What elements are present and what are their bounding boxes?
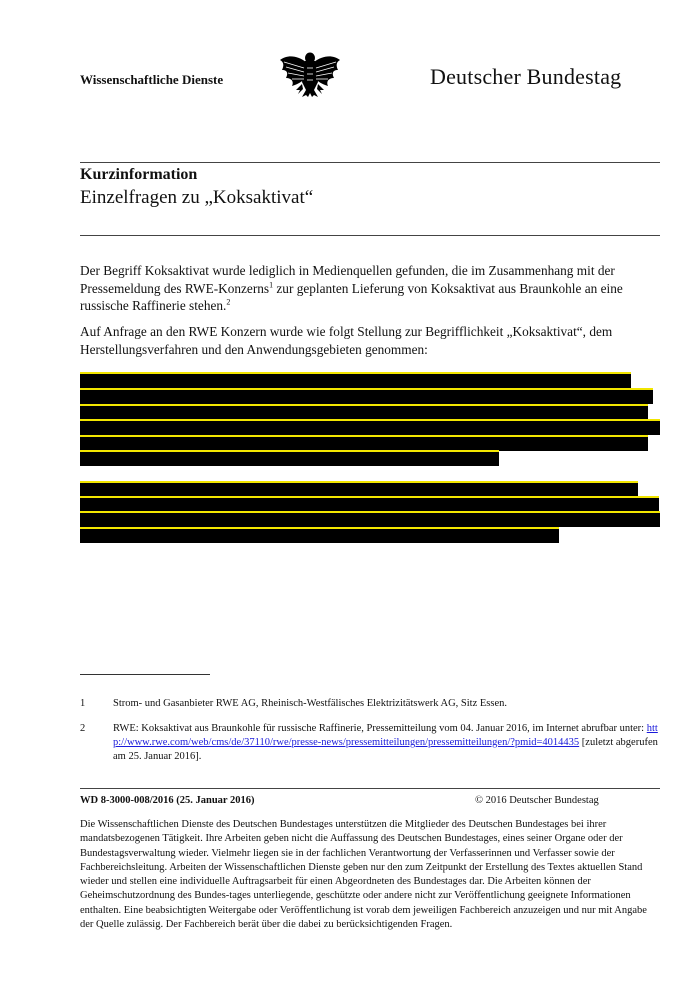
disclaimer-text: Die Wissenschaftlichen Dienste des Deutschen Bundestages unterstützen die Mitglieder des Deutschen Bundestages bei ihrer mandatsbezogenen Tätigkeit. Ihre Arbeiten geben nicht die Auffassung des Deutschen Bundestages, eines seiner Organe oder der Bundestagsverwaltung wieder. Vielmehr liegen sie in der fachlichen Verantwortung der Verfasserinnen und Verfasser sowie der Fachbereichsleitung. Arbeiten der Wissenschaftlichen Dienste geben nur den zum Zeitpunkt der Erstellung des Textes aktuellen Stand wieder und stellen eine individuelle Auftragsarbeit für einen Abgeordneten des Bundestages dar. Die Arbeiten können der Geheimschutzordnung des Bundes-tages unterliegende, geschützte oder andere nicht zur Veröffentlichung geeignete Informationen enthalten. Eine beabsichtigten Weitergabe oder Veröffentlichung ist vorab dem jeweiligen Fachbereich anzuzeigen und nur mit Angabe der Quelle zulässig. Der Fachbereich berät über die dabei zu berücksichtigenden Fragen. — [80, 819, 647, 931]
title-divider — [80, 235, 660, 236]
footnote-text-b: [zuletzt abgerufen am 25. Januar 2016]. — [113, 737, 658, 762]
paragraph-request: Auf Anfrage an den RWE Konzern wurde wie folgt Stellung zur Begrifflichkeit „Koksaktivat“, dem Herstellungsverfahren und den Anwendungsgebieten genommen: — [80, 324, 613, 357]
document-title: Einzelfragen zu „Koksaktivat“ — [80, 187, 314, 208]
intro-text-a: Der Begriff Koksaktivat wurde lediglich in Medienquellen gefunden, die im Zusammenhang mit der Pressemeldung des RWE-Konzerns — [80, 263, 615, 296]
redaction-bar — [80, 527, 559, 543]
redaction-bar — [80, 372, 631, 388]
redaction-bar — [80, 511, 660, 527]
footnote-ref-2[interactable]: 2 — [226, 297, 231, 307]
federal-eagle-icon — [278, 48, 342, 98]
footnote-ref-1[interactable]: 1 — [269, 280, 274, 290]
footnote-2 — [80, 722, 670, 766]
document-id: WD 8-3000-008/2016 (25. Januar 2016) — [80, 795, 255, 806]
footnote-divider — [80, 674, 210, 675]
department-label: Wissenschaftliche Dienste — [80, 72, 224, 87]
footnote-number: 2 — [80, 723, 86, 734]
institution-title: Deutscher Bundestag — [430, 64, 622, 89]
redaction-bar — [80, 481, 638, 497]
press-release-link[interactable]: http://www.rwe.com/web/cms/de/37110/rwe/presse-news/pressemitteilungen/pressemitteilungen/?pmid=4014435 — [113, 723, 658, 748]
document-type: Kurzinformation — [80, 166, 198, 183]
footnote-number: 1 — [80, 698, 86, 709]
redaction-bar — [80, 388, 653, 404]
redaction-bar — [80, 435, 648, 451]
redaction-bar — [80, 404, 648, 420]
paragraph-intro — [80, 262, 662, 315]
copyright-notice: © 2016 Deutscher Bundestag — [475, 795, 599, 806]
header-divider — [80, 162, 660, 163]
redaction-bar — [80, 496, 659, 512]
intro-text-b: zur geplanten Lieferung von Koksaktivat aus Braunkohle an eine russische Raffinerie stehen. — [80, 280, 623, 313]
redaction-bar — [80, 419, 660, 435]
redaction-bar — [80, 450, 499, 466]
footnote-text-a: RWE: Koksaktivat aus Braunkohle für russische Raffinerie, Pressemitteilung vom 04. Januar 2016, im Internet abrufbar unter: — [113, 723, 647, 734]
footnote-1 — [80, 697, 670, 711]
footnote-text: Strom- und Gasanbieter RWE AG, Rheinisch-Westfälisches Elektrizitätswerk AG, Sitz Essen. — [113, 698, 507, 709]
footnote-text — [113, 722, 663, 764]
footer-divider — [80, 788, 660, 789]
